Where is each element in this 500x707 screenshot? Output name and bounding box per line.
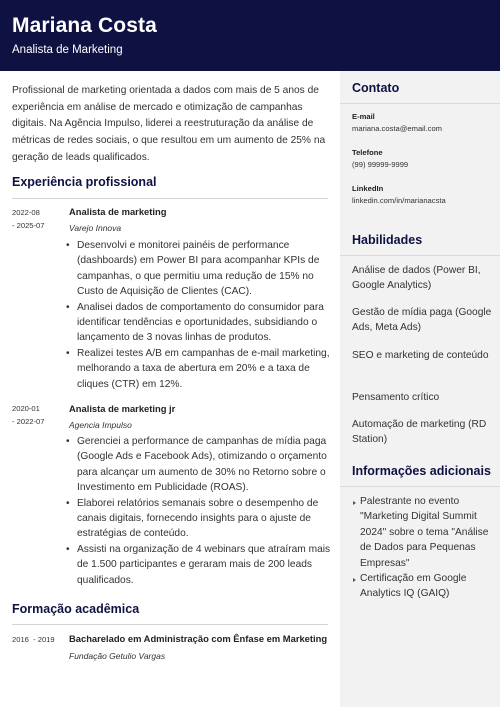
skill-item: Pensamento crítico — [352, 392, 440, 403]
additional-info-item: Certificação em Google Analytics IQ (GAIQ) — [352, 571, 494, 602]
education-degree: Bacharelado em Administração com Ênfase em Marketing — [69, 633, 328, 644]
contact-heading: Contato — [352, 81, 400, 95]
skill-item: Gestão de mídia paga (Google Ads, Meta Ads) — [352, 307, 492, 334]
job-bullet: • Gerenciei a performance de campanhas de mídia paga (Google Ads e Facebook Ads), otimizando o orçamento para alcançar um aumento de 30% no Retorno sobre o Investimento em Publicidade (ROAS). — [65, 434, 333, 496]
professional-summary: Profissional de marketing orientada a dados com mais de 5 anos de experiência em análise de mercado e otimização de campanhas digitais. Na Agência Impulso, liderei a reestruturação da análise de métricas de redes sociais, o que resultou em um aumento de 25% na geração de leads qualificados. — [12, 85, 326, 163]
job-title: Analista de marketing — [69, 206, 167, 217]
job-bullets — [65, 238, 333, 392]
additional-info-item: Palestrante no evento "Marketing Digital Summit 2024" sobre o tema "Análise de Dados para Pequenas Empresas" — [352, 494, 494, 571]
job-dates: 2022-08 - 2025-07 — [12, 208, 45, 230]
candidate-role: Analista de Marketing — [12, 44, 123, 56]
contact-divider — [340, 103, 500, 104]
email-label: E-mail — [352, 112, 375, 121]
job-bullets — [65, 434, 333, 588]
job-company: Agencia Impulso — [69, 420, 132, 430]
candidate-name: Mariana Costa — [12, 14, 157, 37]
additional-info-divider — [340, 486, 500, 487]
skill-item: SEO e marketing de conteúdo — [352, 350, 489, 361]
phone-label: Telefone — [352, 148, 383, 157]
job-dates: 2020-01 - 2022-07 — [12, 404, 45, 426]
job-bullet: • Desenvolvi e monitorei painéis de performance (dashboards) em Power BI para acompanhar KPIs de campanhas, o que permitiu uma redução de 15% no Custo de Aquisição de Clientes (CAC). — [65, 238, 333, 300]
phone-value: (99) 99999-9999 — [352, 160, 409, 169]
job-bullet: • Assisti na organização de 4 webinars que atraíram mais de 1.500 participantes e geraram mais de 200 leads qualificados. — [65, 542, 333, 588]
education-dates: 2016 - 2019 — [12, 635, 55, 644]
experience-divider — [12, 198, 328, 199]
skills-divider — [340, 255, 500, 256]
job-bullet: • Analisei dados de comportamento do consumidor para identificar tendências e oportunidades, subsidiando o lançamento de 3 novas linhas de produtos. — [65, 300, 333, 346]
linkedin-value: linkedin.com/in/marianacsta — [352, 196, 446, 205]
linkedin-label: LinkedIn — [352, 184, 384, 193]
additional-info-heading: Informações adicionais — [352, 464, 491, 478]
job-company: Varejo Innova — [69, 223, 122, 233]
skill-item: Automação de marketing (RD Station) — [352, 419, 487, 446]
resume-header — [0, 0, 500, 71]
job-bullet: • Realizei testes A/B em campanhas de e-mail marketing, melhorando a taxa de abertura em 20% e a taxa de cliques (CTR) em 12%. — [65, 346, 333, 392]
job-title: Analista de marketing jr — [69, 403, 176, 414]
email-value: mariana.costa@email.com — [352, 124, 443, 133]
education-heading: Formação acadêmica — [12, 602, 140, 616]
additional-info-list — [352, 494, 494, 602]
job-bullet: • Elaborei relatórios semanais sobre o desempenho de canais digitais, fornecendo insights para o ajuste de estratégias de conteúdo. — [65, 496, 333, 542]
education-school: Fundação Getulio Vargas — [69, 651, 166, 661]
skill-item: Análise de dados (Power BI, Google Analytics) — [352, 265, 481, 292]
skills-heading: Habilidades — [352, 233, 423, 247]
experience-heading: Experiência profissional — [12, 175, 157, 189]
education-divider — [12, 624, 328, 625]
